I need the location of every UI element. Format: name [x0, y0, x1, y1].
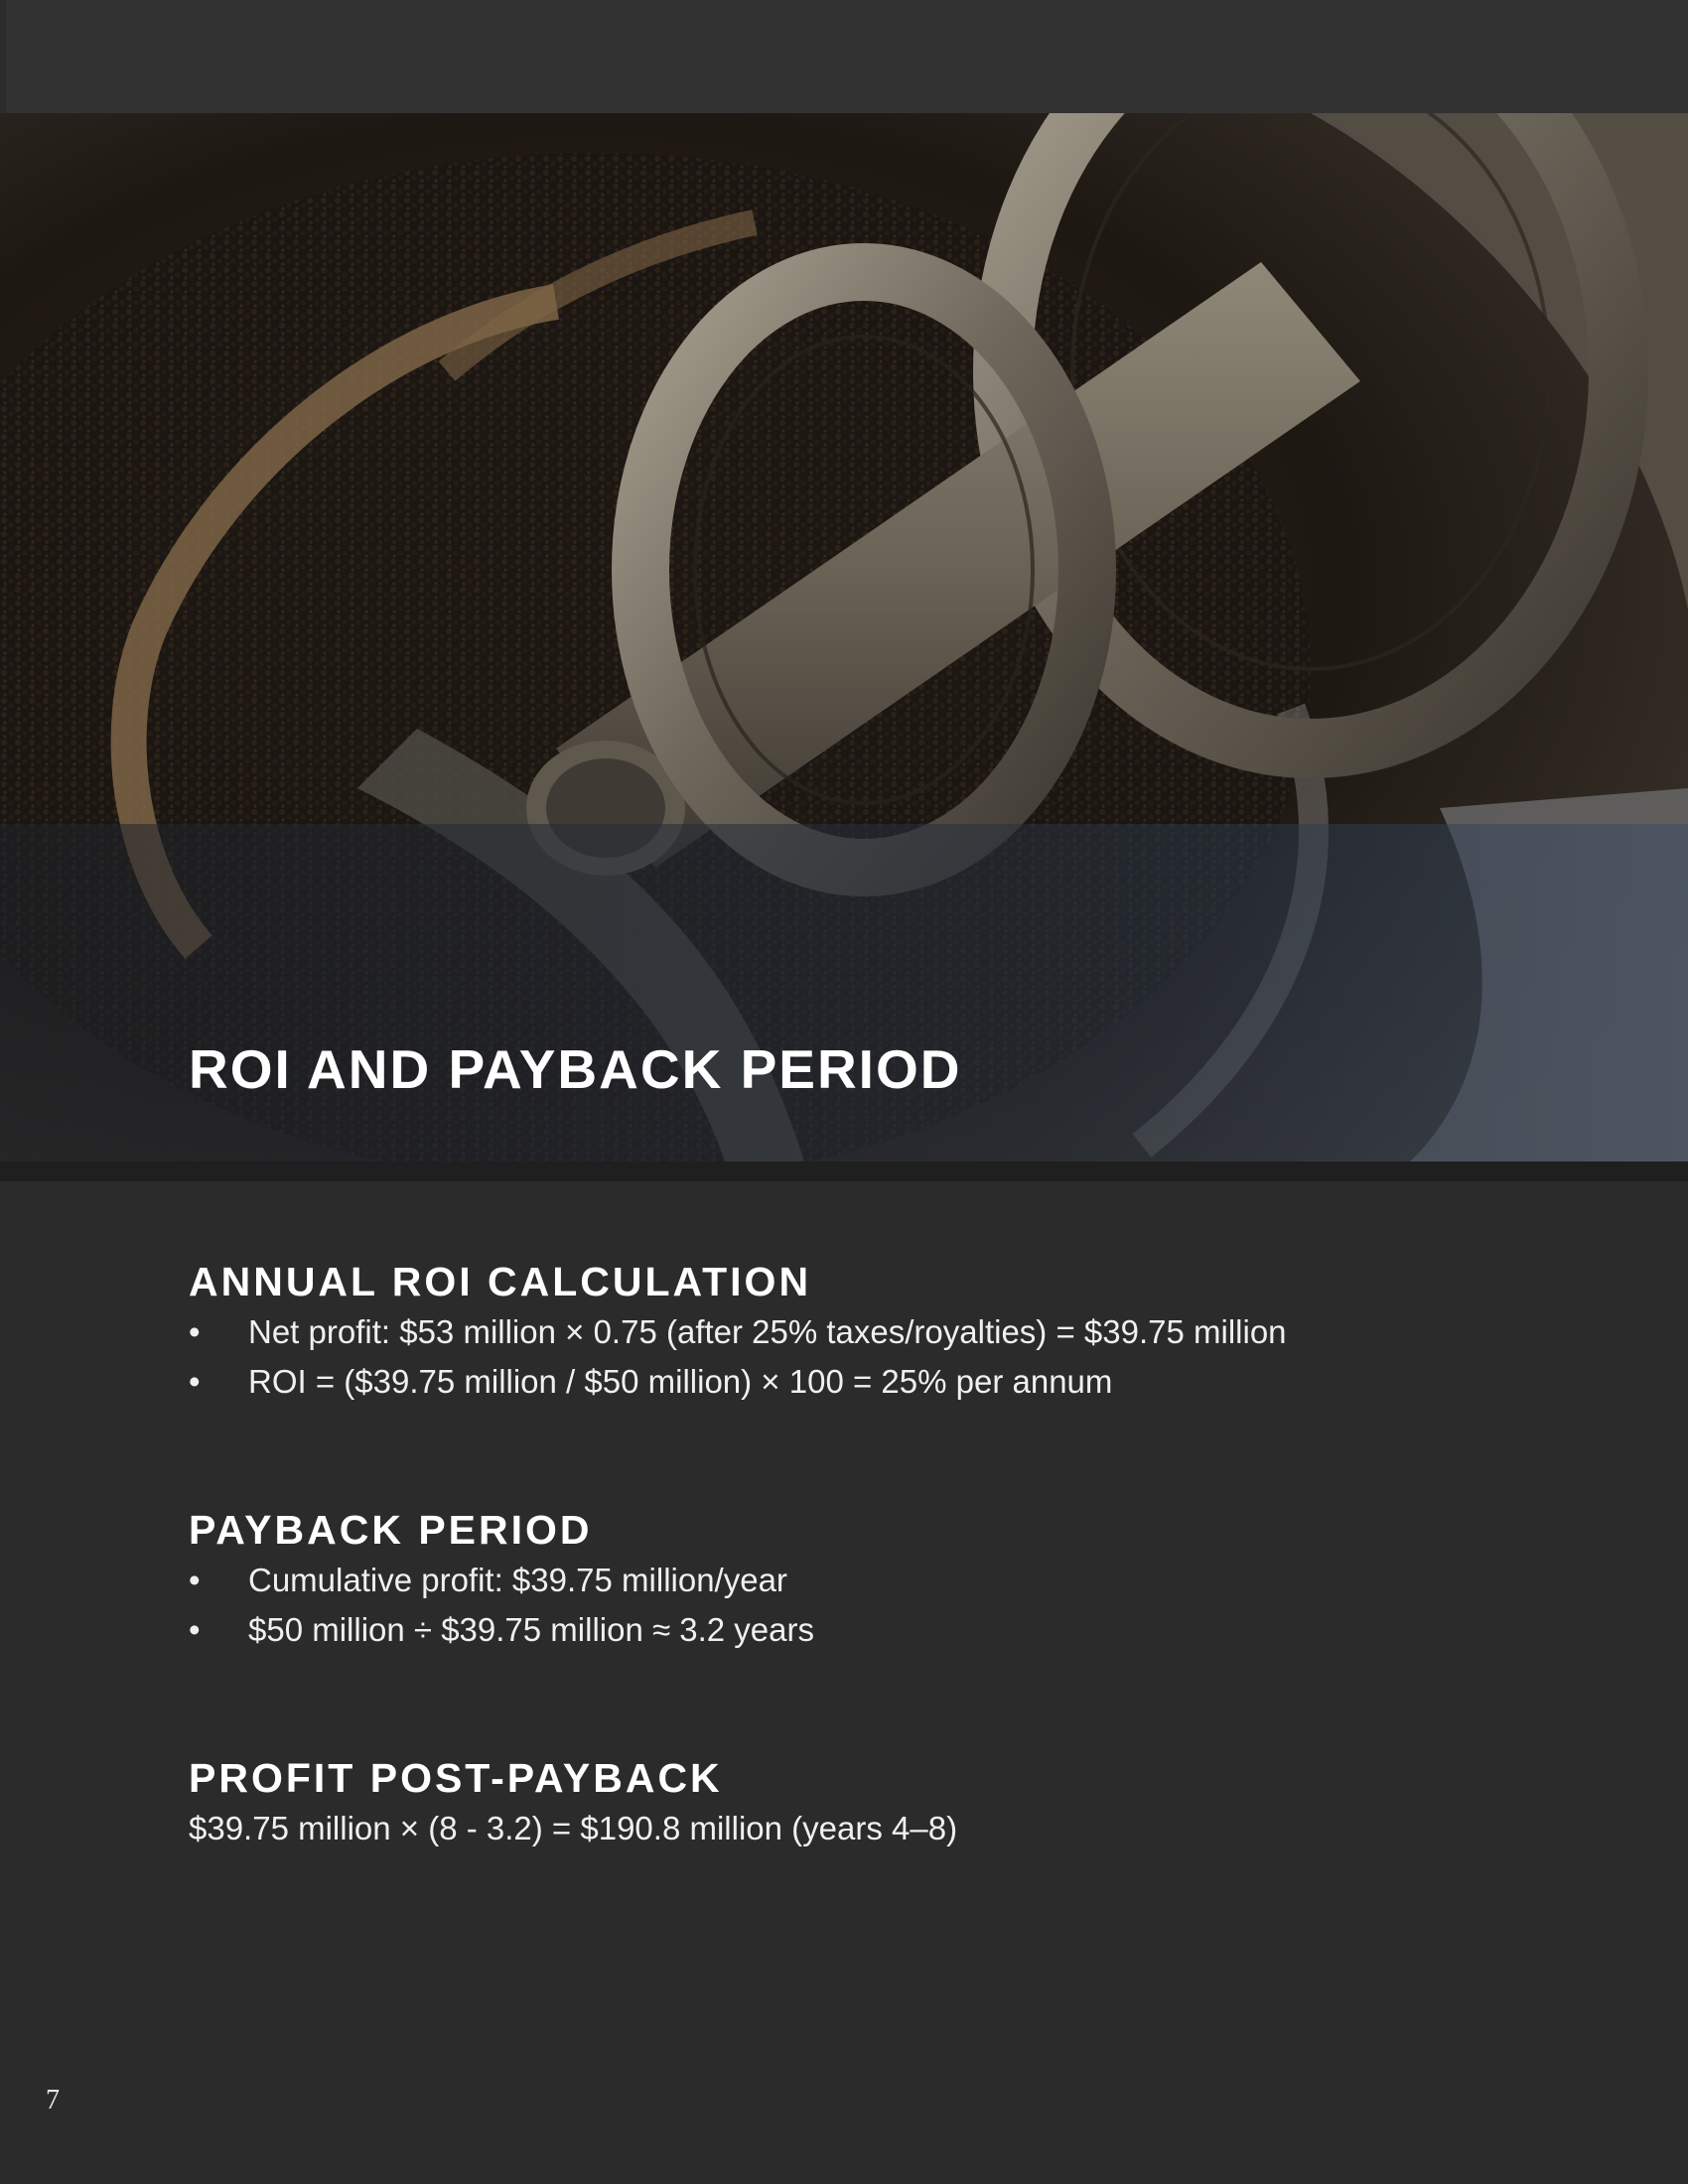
section-text: $39.75 million × (8 - 3.2) = $190.8 million (years 4–8): [189, 1810, 958, 1846]
divider-band: [0, 1161, 1688, 1181]
top-bar: [6, 0, 1688, 113]
list-item: • Net profit: $53 million × 0.75 (after 25% taxes/royalties) = $39.75 million: [189, 1307, 1529, 1357]
list-item: • $50 million ÷ $39.75 million ≈ 3.2 years: [189, 1605, 1529, 1655]
list-item: • ROI = ($39.75 million / $50 million) × 100 = 25% per annum: [189, 1357, 1529, 1407]
section-heading: ANNUAL ROI CALCULATION: [189, 1259, 812, 1304]
section-annual-roi: [189, 1256, 1529, 1407]
list-item: • Cumulative profit: $39.75 million/year: [189, 1556, 1529, 1605]
hero-overlay: [0, 824, 1688, 1161]
hero-banner: [0, 113, 1688, 1161]
section-heading: PROFIT POST-PAYBACK: [189, 1755, 723, 1801]
page-number: 7: [46, 2085, 60, 2116]
section-profit-post-payback: [189, 1752, 1529, 1853]
section-payback-period: [189, 1504, 1529, 1655]
bullet-list: [189, 1307, 1529, 1407]
section-heading: PAYBACK PERIOD: [189, 1507, 593, 1553]
bullet-list: [189, 1556, 1529, 1655]
page-title: ROI AND PAYBACK PERIOD: [189, 1038, 962, 1100]
